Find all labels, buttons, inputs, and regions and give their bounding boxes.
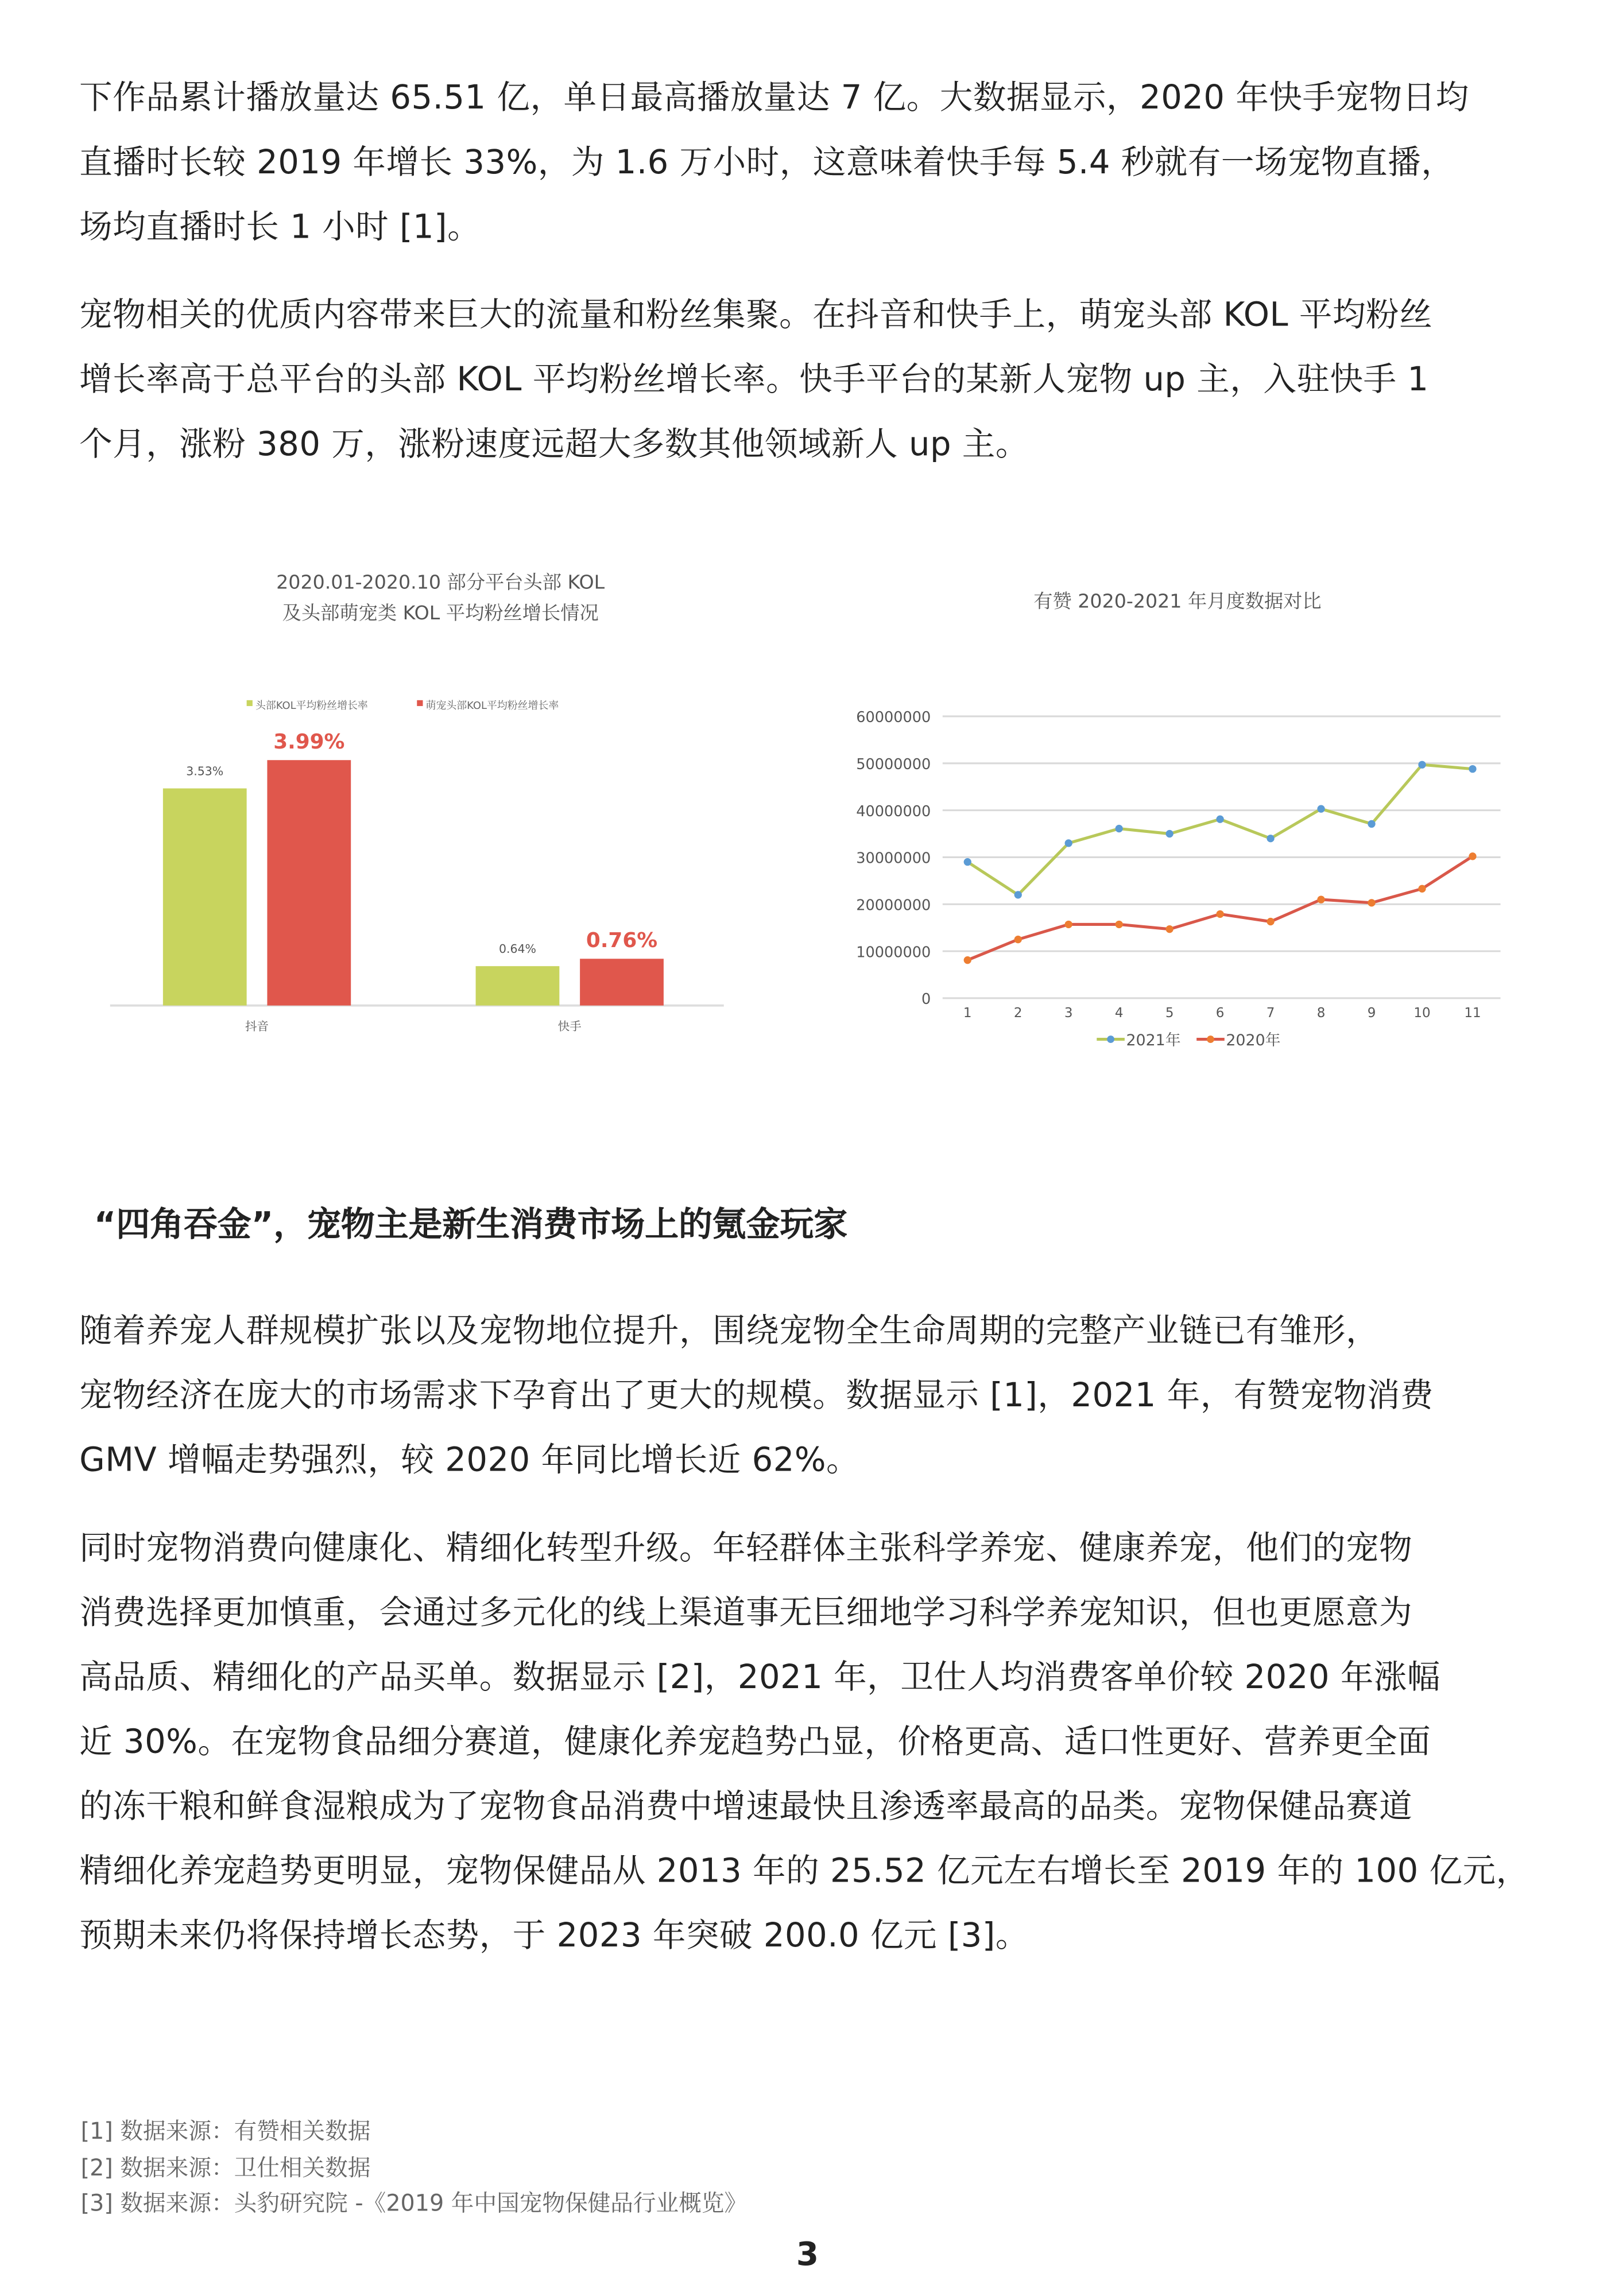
data-point bbox=[1469, 852, 1476, 860]
data-point bbox=[1418, 761, 1426, 769]
text-line: GMV 增幅走势强烈，较 2020 年同比增长近 62%。 bbox=[79, 1441, 860, 1480]
x-tick-label: 9 bbox=[1367, 1006, 1376, 1021]
bar bbox=[476, 966, 560, 1006]
footnotes bbox=[81, 2114, 747, 2222]
legend-label: 头部KOL平均粉丝增长率 bbox=[255, 700, 368, 712]
bar bbox=[163, 789, 247, 1006]
data-point bbox=[1065, 921, 1072, 928]
page-number: 3 bbox=[796, 2237, 819, 2274]
paragraph-1 bbox=[79, 66, 1547, 260]
data-point bbox=[1317, 805, 1324, 813]
legend-swatch bbox=[417, 700, 423, 706]
legend-label: 2020年 bbox=[1226, 1031, 1281, 1049]
y-tick-label: 50000000 bbox=[856, 756, 931, 774]
x-tick-label: 5 bbox=[1165, 1006, 1174, 1021]
text-line: 场均直播时长 1 小时 [1]。 bbox=[79, 208, 481, 247]
x-tick-label: 8 bbox=[1316, 1006, 1326, 1021]
data-point bbox=[1014, 891, 1022, 898]
legend-marker bbox=[1207, 1035, 1214, 1043]
x-tick-label: 10 bbox=[1413, 1006, 1431, 1021]
text-line: 宠物经济在庞大的市场需求下孕育出了更大的规模。数据显示 [1]，2021 年，有赞宠物消费 bbox=[79, 1376, 1434, 1415]
x-tick-label: 11 bbox=[1464, 1006, 1481, 1021]
y-tick-label: 10000000 bbox=[856, 944, 931, 961]
text-line: 同时宠物消费向健康化、精细化转型升级。年轻群体主张科学养宠、健康养宠，他们的宠物 bbox=[79, 1529, 1413, 1568]
data-point bbox=[1165, 830, 1173, 837]
y-tick-label: 30000000 bbox=[856, 850, 931, 867]
data-point bbox=[1368, 899, 1375, 906]
legend-label: 2021年 bbox=[1126, 1031, 1181, 1049]
text-line: 近 30%。在宠物食品细分赛道，健康化养宠趋势凸显，价格更高、适口性更好、营养更全面 bbox=[79, 1723, 1431, 1762]
data-point bbox=[1116, 921, 1123, 928]
data-label: 0.64% bbox=[498, 942, 536, 956]
data-point bbox=[1216, 910, 1223, 918]
text-line: 的冻干粮和鲜食湿粮成为了宠物食品消费中增速最快且渗透率最高的品类。宠物保健品赛道 bbox=[79, 1787, 1413, 1826]
text-line: 随着养宠人群规模扩张以及宠物地位提升，围绕宠物全生命周期的完整产业链已有雏形， bbox=[79, 1312, 1380, 1351]
x-tick-label: 7 bbox=[1266, 1006, 1275, 1021]
data-point bbox=[1165, 925, 1173, 933]
data-point bbox=[1317, 895, 1324, 903]
series-line bbox=[967, 856, 1473, 960]
y-tick-label: 40000000 bbox=[856, 802, 931, 820]
y-tick-label: 0 bbox=[921, 991, 931, 1009]
category-label: 快手 bbox=[557, 1019, 582, 1034]
chart-title: 有赞 2020-2021 年月度数据对比 bbox=[1033, 589, 1322, 612]
data-point bbox=[1368, 820, 1375, 828]
paragraph-3 bbox=[79, 1299, 1547, 1493]
x-tick-label: 4 bbox=[1114, 1006, 1124, 1021]
youzan-monthly-line-chart bbox=[837, 572, 1527, 1064]
text-line: 精细化养宠趋势更明显，宠物保健品从 2013 年的 25.52 亿元左右增长至 2019 年的 100 亿元， bbox=[79, 1852, 1529, 1891]
section-heading: “四角吞金”，宠物主是新生消费市场上的氪金玩家 bbox=[94, 1207, 848, 1245]
chart-title: 及头部萌宠类 KOL 平均粉丝增长情况 bbox=[282, 602, 599, 625]
footnote: [3] 数据来源：头豹研究院 -《2019 年中国宠物保健品行业概览》 bbox=[80, 2190, 748, 2217]
text-line: 消费选择更加慎重，会通过多元化的线上渠道事无巨细地学习科学养宠知识，但也更愿意为 bbox=[79, 1594, 1413, 1632]
x-tick-label: 1 bbox=[963, 1006, 972, 1021]
chart-title: 2020.01-2020.10 部分平台头部 KOL bbox=[276, 571, 605, 594]
data-point bbox=[1116, 825, 1123, 832]
data-point bbox=[1267, 835, 1274, 842]
text-line: 下作品累计播放量达 65.51 亿，单日最高播放量达 7 亿。大数据显示，2020 年快手宠物日均 bbox=[79, 79, 1469, 118]
text-line: 直播时长较 2019 年增长 33%，为 1.6 万小时，这意味着快手每 5.4 秒就有一场宠物直播， bbox=[79, 144, 1455, 183]
legend-marker bbox=[1107, 1035, 1114, 1043]
footnote: [2] 数据来源：卫仕相关数据 bbox=[80, 2154, 371, 2181]
footnote: [1] 数据来源：有赞相关数据 bbox=[80, 2118, 371, 2145]
data-point bbox=[1469, 765, 1476, 773]
text-line: 高品质、精细化的产品买单。数据显示 [2]，2021 年，卫仕人均消费客单价较 2020 年涨幅 bbox=[79, 1658, 1440, 1697]
x-tick-label: 3 bbox=[1064, 1006, 1073, 1021]
y-tick-label: 20000000 bbox=[856, 897, 931, 914]
data-point bbox=[1216, 816, 1223, 823]
text-line: 宠物相关的优质内容带来巨大的流量和粉丝集聚。在抖音和快手上，萌宠头部 KOL 平均粉丝 bbox=[79, 296, 1433, 335]
kol-growth-bar-chart bbox=[88, 550, 749, 1049]
data-point bbox=[964, 956, 971, 964]
paragraph-4 bbox=[79, 1517, 1547, 1969]
data-label: 3.53% bbox=[186, 764, 224, 778]
bar bbox=[580, 959, 664, 1005]
x-tick-label: 6 bbox=[1215, 1006, 1225, 1021]
text-line: 预期未来仍将保持增长态势，于 2023 年突破 200.0 亿元 [3]。 bbox=[79, 1917, 1029, 1956]
text-line: 增长率高于总平台的头部 KOL 平均粉丝增长率。快手平台的某新人宠物 up 主，入驻快手 1 bbox=[79, 361, 1429, 400]
legend-swatch bbox=[247, 700, 253, 706]
data-point bbox=[1418, 885, 1426, 893]
data-label: 3.99% bbox=[273, 730, 345, 754]
x-tick-label: 2 bbox=[1013, 1006, 1023, 1021]
data-label: 0.76% bbox=[586, 928, 658, 952]
y-tick-label: 60000000 bbox=[856, 709, 931, 727]
text-line: 个月，涨粉 380 万，涨粉速度远超大多数其他领域新人 up 主。 bbox=[79, 425, 1029, 464]
data-point bbox=[1014, 936, 1022, 943]
data-point bbox=[1065, 839, 1072, 847]
data-point bbox=[964, 858, 971, 866]
data-point bbox=[1267, 918, 1274, 925]
legend-label: 萌宠头部KOL平均粉丝增长率 bbox=[425, 700, 559, 712]
category-label: 抖音 bbox=[245, 1019, 269, 1034]
paragraph-2 bbox=[79, 284, 1547, 478]
series-line bbox=[967, 765, 1473, 895]
bar bbox=[267, 760, 351, 1006]
